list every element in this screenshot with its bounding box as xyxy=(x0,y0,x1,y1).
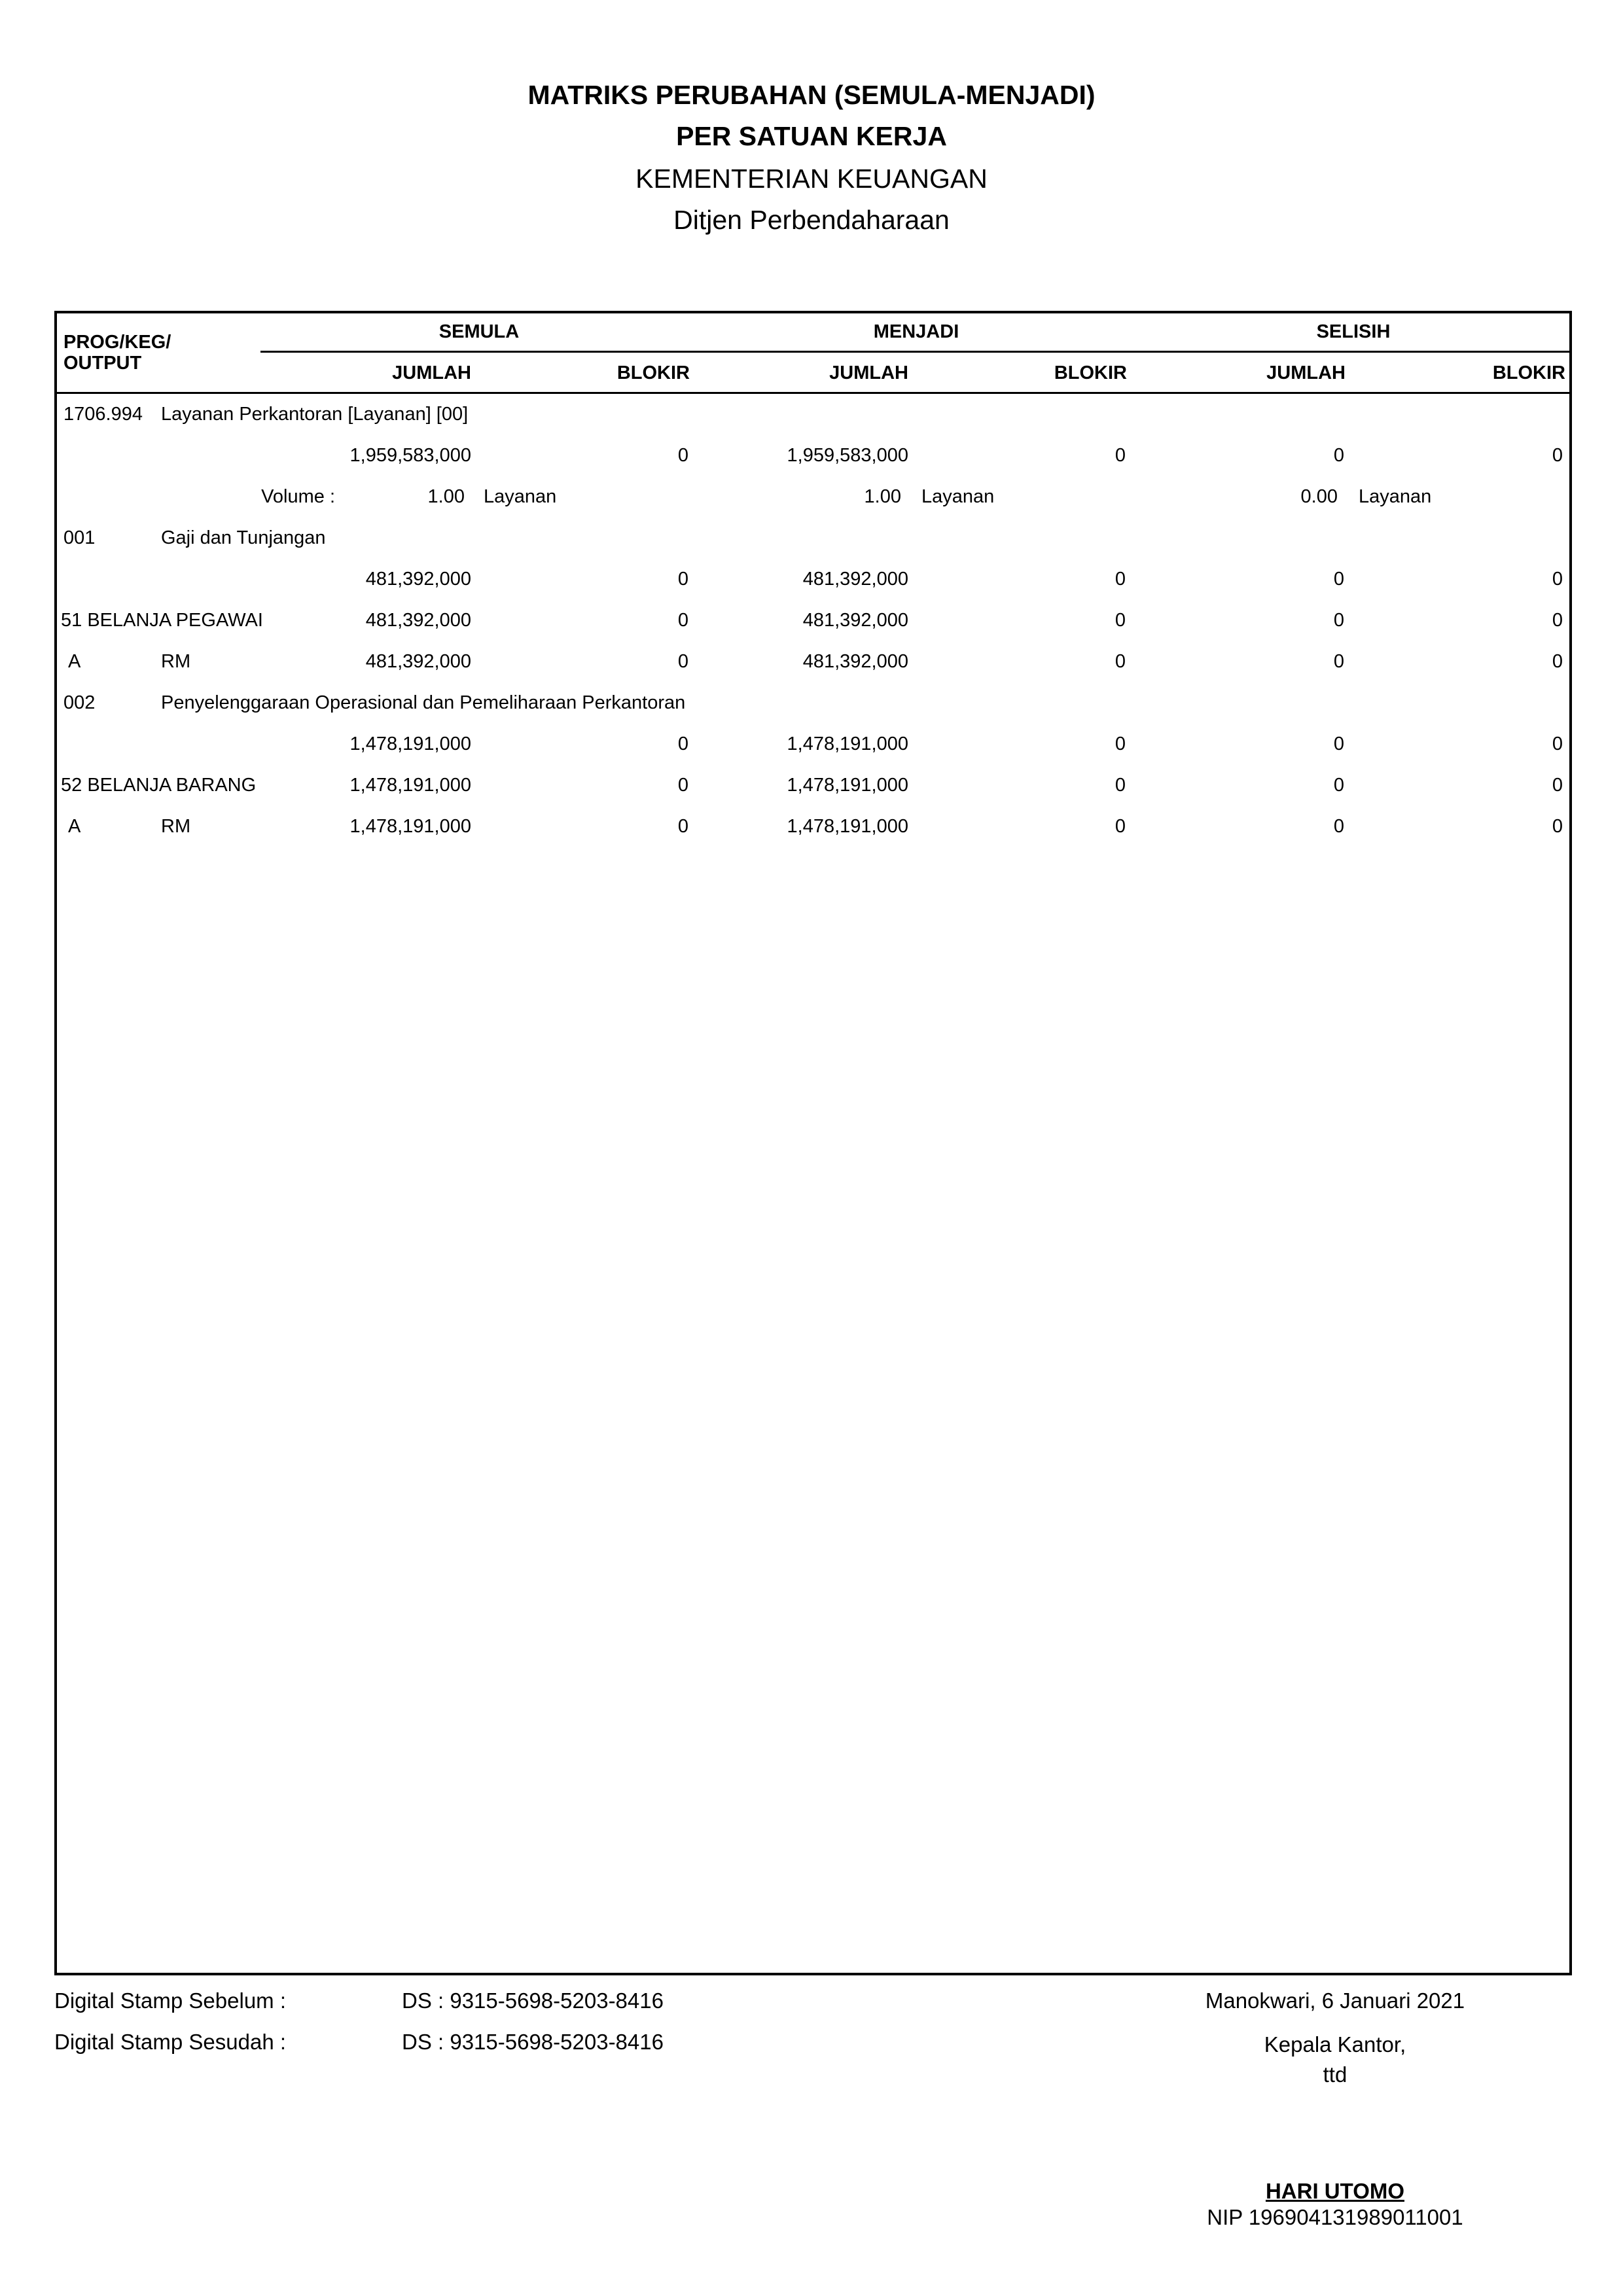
change-matrix-table xyxy=(54,311,1572,1975)
semula-volume: 1.00 xyxy=(427,486,465,507)
menjadi-blokir: 0 xyxy=(1115,610,1126,631)
semula-jumlah: 1,478,191,000 xyxy=(349,816,471,837)
selisih-blokir: 0 xyxy=(1552,651,1563,672)
semula-jumlah: 481,392,000 xyxy=(365,610,471,631)
stamp-after-value: DS : 9315-5698-5203-8416 xyxy=(402,2030,664,2054)
selisih-jumlah: 0 xyxy=(1333,816,1344,837)
account-label: 52 BELANJA BARANG xyxy=(61,775,257,796)
semula-jumlah: 1,959,583,000 xyxy=(349,445,471,466)
selisih-blokir: 0 xyxy=(1552,775,1563,796)
semula-blokir: 0 xyxy=(677,651,688,672)
menjadi-blokir: 0 xyxy=(1115,569,1126,590)
row-code: 1706.994 xyxy=(63,404,143,425)
selisih-jumlah: 0 xyxy=(1333,651,1344,672)
col-header-menjadi-jumlah: JUMLAH xyxy=(829,362,908,383)
signer-name: HARI UTOMO xyxy=(1265,2179,1405,2203)
place-date: Manokwari, 6 Januari 2021 xyxy=(1205,1988,1465,2013)
report-subtitle: PER SATUAN KERJA xyxy=(676,121,947,151)
row-label: Gaji dan Tunjangan xyxy=(161,527,326,548)
menjadi-jumlah: 1,959,583,000 xyxy=(787,445,908,466)
semula-jumlah: 1,478,191,000 xyxy=(349,733,471,754)
source-code: RM xyxy=(161,651,191,672)
semula-jumlah: 481,392,000 xyxy=(365,651,471,672)
menjadi-volume: 1.00 xyxy=(864,486,901,507)
group-header-selisih: SELISIH xyxy=(1316,321,1391,342)
header-bottom-divider xyxy=(54,392,1572,394)
col-header-prog: PROG/KEG/ xyxy=(63,332,171,353)
semula-blokir: 0 xyxy=(677,445,688,466)
menjadi-jumlah: 481,392,000 xyxy=(802,651,908,672)
header-group-divider xyxy=(260,351,1572,353)
semula-jumlah: 1,478,191,000 xyxy=(349,775,471,796)
menjadi-blokir: 0 xyxy=(1115,816,1126,837)
source-type: A xyxy=(68,651,81,672)
selisih-jumlah: 0 xyxy=(1333,775,1344,796)
source-type: A xyxy=(68,816,81,837)
semula-jumlah: 481,392,000 xyxy=(365,569,471,590)
stamp-after-label: Digital Stamp Sesudah : xyxy=(54,2030,287,2054)
signer-position: Kepala Kantor, xyxy=(1264,2032,1406,2057)
row-label: Layanan Perkantoran [Layanan] [00] xyxy=(161,404,469,425)
group-header-semula: SEMULA xyxy=(438,321,520,342)
stamp-before-label: Digital Stamp Sebelum : xyxy=(54,1988,286,2013)
selisih-jumlah: 0 xyxy=(1333,569,1344,590)
source-code: RM xyxy=(161,816,191,837)
unit-name: Ditjen Perbendaharaan xyxy=(673,205,950,235)
col-header-semula-jumlah: JUMLAH xyxy=(392,362,471,383)
semula-volume-unit: Layanan xyxy=(484,486,557,507)
col-header-semula-blokir: BLOKIR xyxy=(616,362,690,383)
menjadi-jumlah: 481,392,000 xyxy=(802,610,908,631)
menjadi-jumlah: 1,478,191,000 xyxy=(787,816,908,837)
account-label: 51 BELANJA PEGAWAI xyxy=(61,610,263,631)
menjadi-jumlah: 1,478,191,000 xyxy=(787,733,908,754)
ministry-name: KEMENTERIAN KEUANGAN xyxy=(635,164,988,194)
report-title: MATRIKS PERUBAHAN (SEMULA-MENJADI) xyxy=(527,80,1096,110)
semula-blokir: 0 xyxy=(677,816,688,837)
selisih-blokir: 0 xyxy=(1552,610,1563,631)
semula-blokir: 0 xyxy=(677,775,688,796)
selisih-blokir: 0 xyxy=(1552,569,1563,590)
selisih-jumlah: 0 xyxy=(1333,610,1344,631)
semula-blokir: 0 xyxy=(677,733,688,754)
volume-label: Volume : xyxy=(261,486,335,507)
menjadi-jumlah: 481,392,000 xyxy=(802,569,908,590)
group-header-menjadi: MENJADI xyxy=(873,321,959,342)
selisih-volume-unit: Layanan xyxy=(1359,486,1432,507)
selisih-blokir: 0 xyxy=(1552,445,1563,466)
semula-blokir: 0 xyxy=(677,610,688,631)
row-code: 001 xyxy=(63,527,96,548)
menjadi-blokir: 0 xyxy=(1115,733,1126,754)
col-header-output: OUTPUT xyxy=(63,353,142,374)
menjadi-blokir: 0 xyxy=(1115,651,1126,672)
menjadi-blokir: 0 xyxy=(1115,445,1126,466)
selisih-jumlah: 0 xyxy=(1333,445,1344,466)
col-header-selisih-jumlah: JUMLAH xyxy=(1266,362,1346,383)
selisih-jumlah: 0 xyxy=(1333,733,1344,754)
signature-mark: ttd xyxy=(1323,2062,1347,2087)
semula-blokir: 0 xyxy=(677,569,688,590)
selisih-blokir: 0 xyxy=(1552,733,1563,754)
menjadi-volume-unit: Layanan xyxy=(921,486,995,507)
selisih-blokir: 0 xyxy=(1552,816,1563,837)
selisih-volume: 0.00 xyxy=(1300,486,1338,507)
stamp-before-value: DS : 9315-5698-5203-8416 xyxy=(402,1988,664,2013)
row-code: 002 xyxy=(63,692,96,713)
signer-nip: NIP 196904131989011001 xyxy=(1207,2205,1463,2229)
col-header-menjadi-blokir: BLOKIR xyxy=(1054,362,1127,383)
menjadi-blokir: 0 xyxy=(1115,775,1126,796)
col-header-selisih-blokir: BLOKIR xyxy=(1492,362,1565,383)
row-label: Penyelenggaraan Operasional dan Pemeliharaan Perkantoran xyxy=(161,692,686,713)
menjadi-jumlah: 1,478,191,000 xyxy=(787,775,908,796)
